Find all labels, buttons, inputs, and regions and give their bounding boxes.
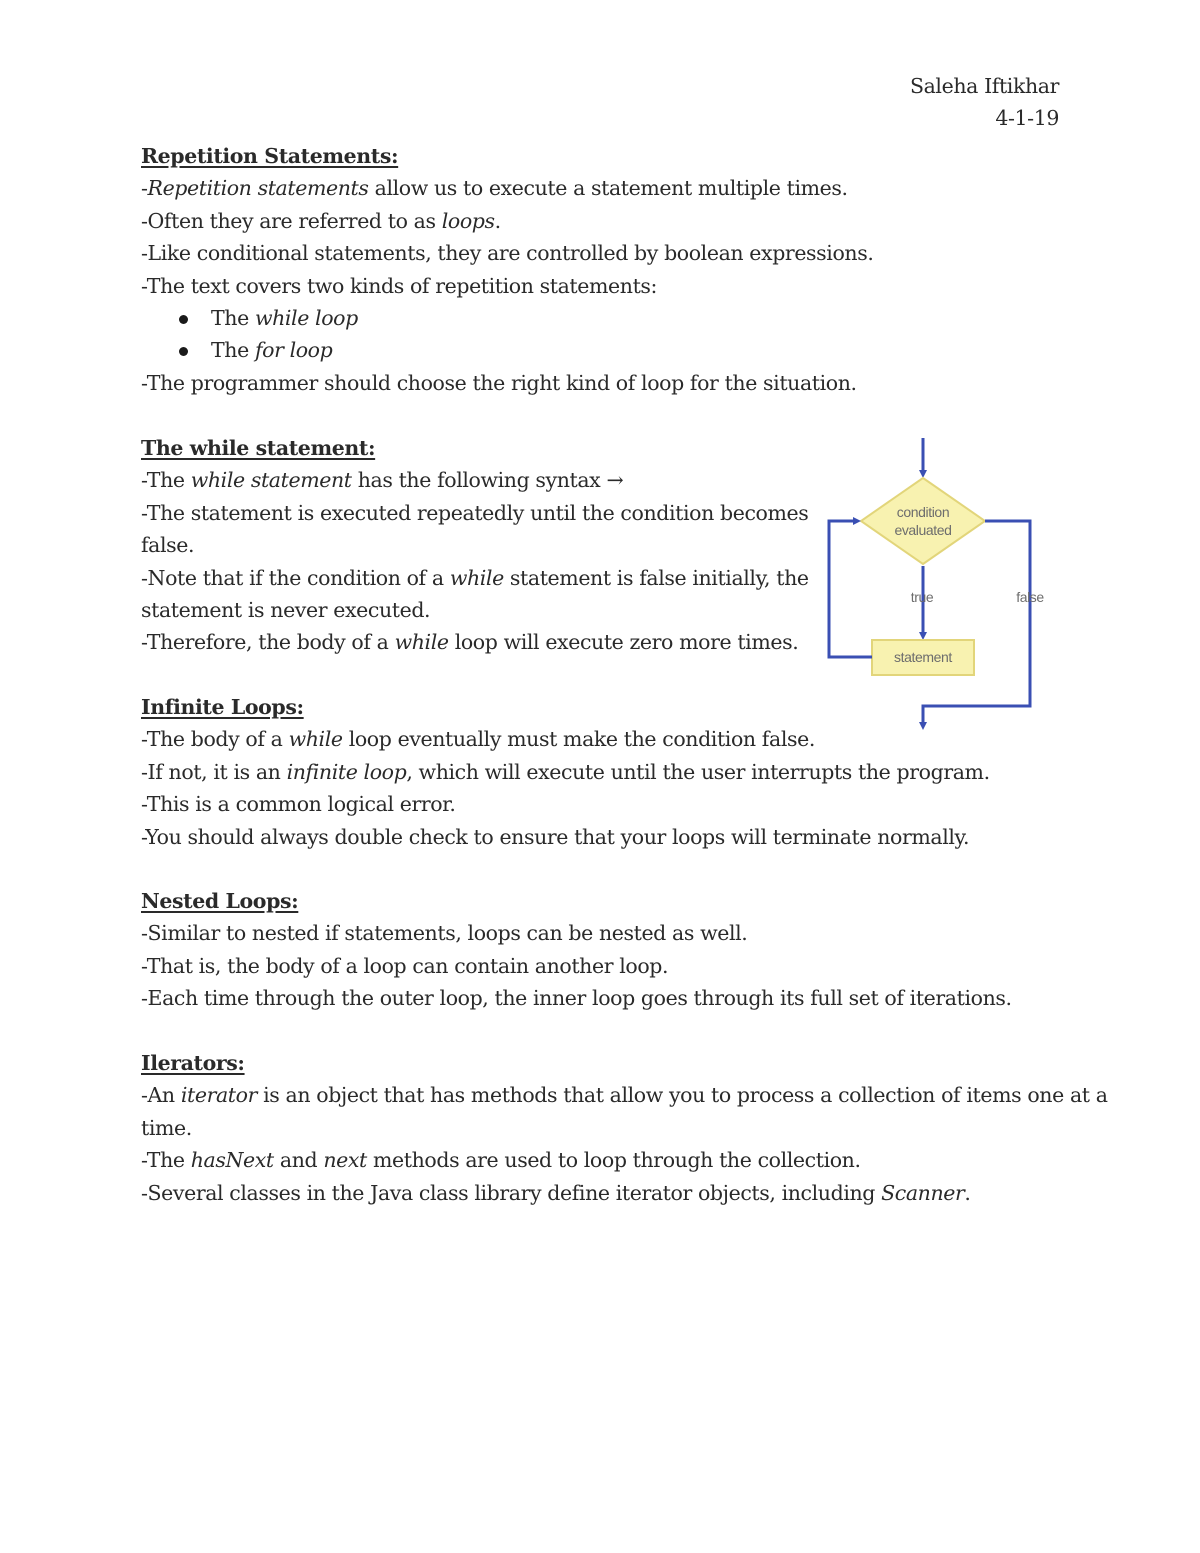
false-label: false <box>1016 589 1044 605</box>
text-line: -Repetition statements allow us to execute a statement multiple times. <box>141 176 848 201</box>
section-heading: The while statement: <box>141 436 376 460</box>
while-loop-flowchart <box>820 432 1060 732</box>
section-heading: Ilerators: <box>141 1051 245 1075</box>
text-line: -An iterator is an object that has methods that allow you to process a collection of items one at a <box>141 1083 1108 1108</box>
text-line: -Similar to nested if statements, loops can be nested as well. <box>141 921 748 946</box>
text-line: -The while statement has the following syntax → <box>141 468 624 493</box>
text-line: -The hasNext and next methods are used to loop through the collection. <box>141 1148 861 1173</box>
list-item: The while loop <box>179 302 873 334</box>
section-heading: Infinite Loops: <box>141 695 304 719</box>
text-line: -Therefore, the body of a while loop will execute zero more times. <box>141 630 799 655</box>
statement-label: statement <box>894 649 952 665</box>
text-line: -Each time through the outer loop, the inner loop goes through its full set of iterations. <box>141 986 1012 1011</box>
text-line: -The text covers two kinds of repetition statements: <box>141 273 658 298</box>
text-line: -If not, it is an infinite loop, which will execute until the user interrupts the program. <box>141 759 990 784</box>
section-infinite-loops <box>141 691 990 853</box>
section-iterators <box>141 1047 1108 1209</box>
text-line: -The programmer should choose the right kind of loop for the situation. <box>141 370 857 395</box>
text-line: -You should always double check to ensure that your loops will terminate normally. <box>141 824 970 849</box>
loop-back-arrow <box>829 521 872 657</box>
bullet-list <box>141 302 873 367</box>
text-line: -The statement is executed repeatedly until the condition becomes <box>141 500 809 525</box>
text-line: statement is never executed. <box>141 598 431 623</box>
text-line: -Note that if the condition of a while statement is false initially, the <box>141 565 809 590</box>
author-name: Saleha Iftikhar <box>909 74 1059 98</box>
text-line: -The body of a while loop eventually must make the condition false. <box>141 727 815 752</box>
section-heading: Nested Loops: <box>141 889 299 913</box>
text-line: false. <box>141 533 195 558</box>
section-repetition <box>141 140 873 399</box>
condition-label: condition <box>896 504 950 520</box>
list-item: The for loop <box>179 334 873 366</box>
text-line: -Like conditional statements, they are controlled by boolean expressions. <box>141 241 874 266</box>
document-date: 4-1-19 <box>995 106 1059 130</box>
section-while <box>141 432 809 659</box>
text-line: time. <box>141 1115 192 1140</box>
section-nested-loops <box>141 885 1012 1015</box>
text-line: -Several classes in the Java class library define iterator objects, including Scanner. <box>141 1180 971 1205</box>
section-heading: Repetition Statements: <box>141 144 399 168</box>
text-line: -This is a common logical error. <box>141 792 456 817</box>
text-line: -Often they are referred to as loops. <box>141 208 501 233</box>
condition-diamond <box>861 478 985 564</box>
text-line: -That is, the body of a loop can contain another loop. <box>141 953 669 978</box>
condition-label: evaluated <box>894 522 952 538</box>
true-label: true <box>910 589 934 605</box>
